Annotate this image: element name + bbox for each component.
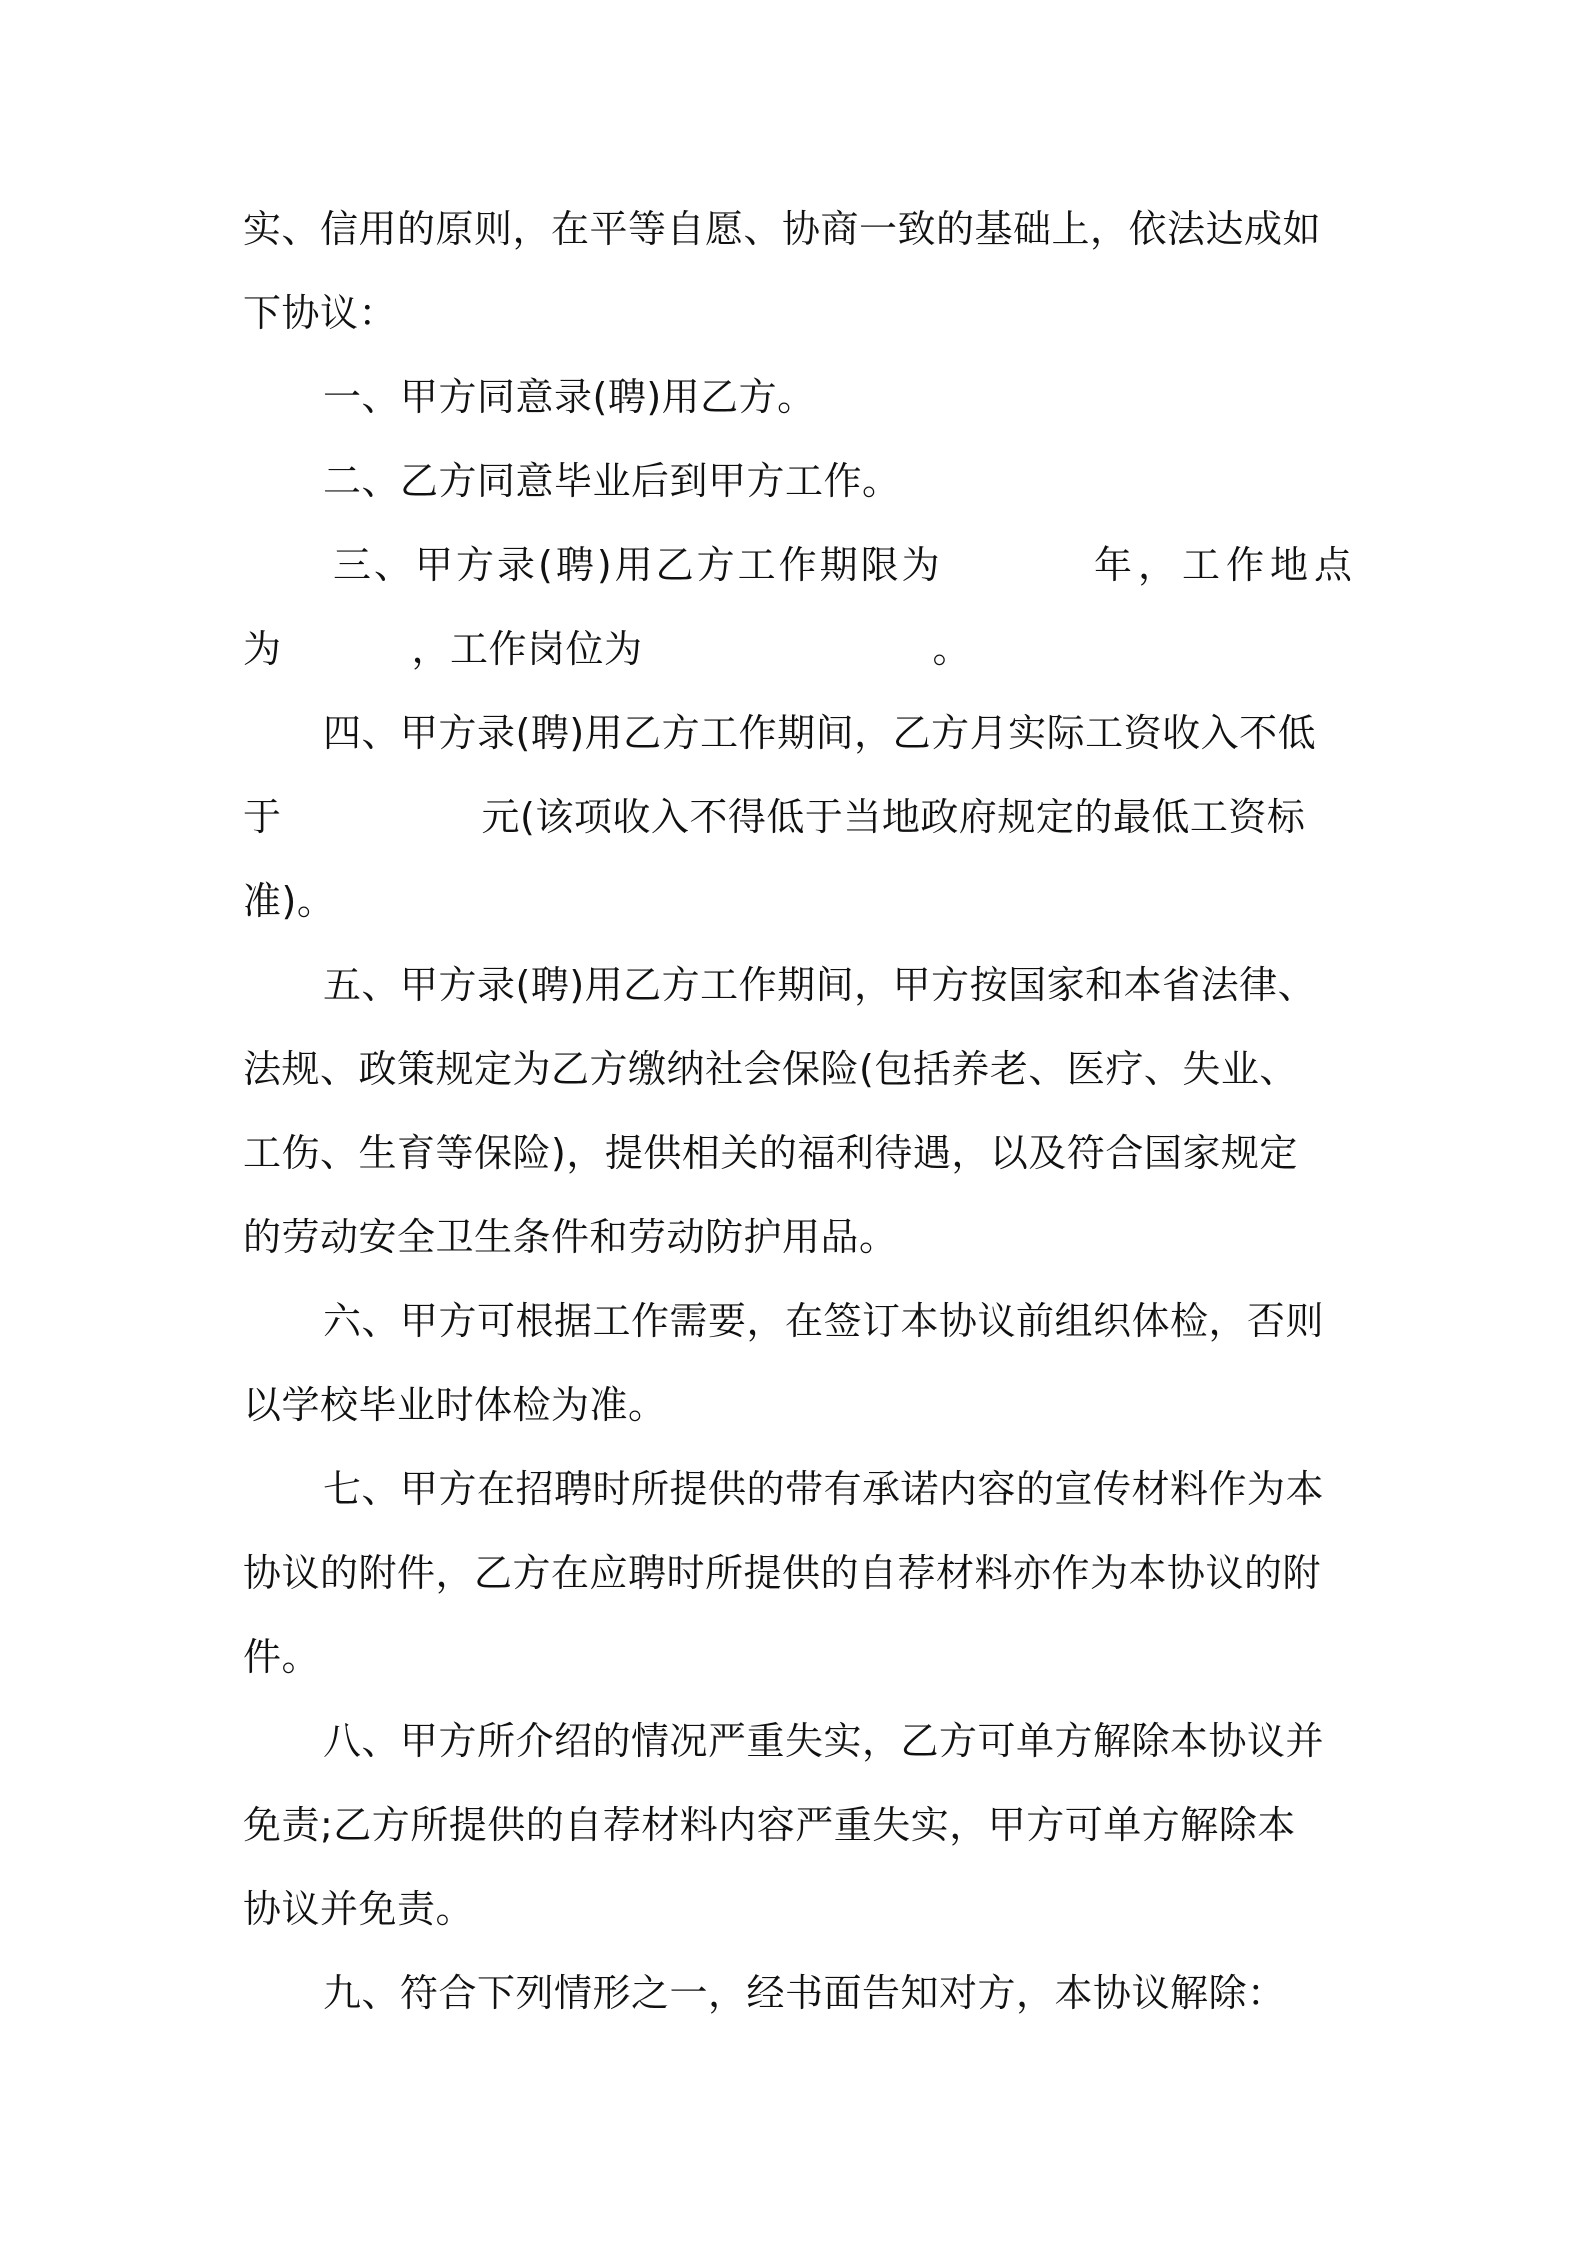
clause-3-position-text: ，工作岗位为 (411, 627, 643, 671)
clause-7-line-2: 协议的附件，乙方在应聘时所提供的自荐材料亦作为本协议的附 (243, 1551, 1322, 1595)
clause-6-line-2: 以学校毕业时体检为准。 (243, 1383, 667, 1427)
clause-3-wei-text: 为 (243, 627, 282, 671)
clause-7-line-1: 七、甲方在招聘时所提供的带有承诺内容的宣传材料作为本 (323, 1467, 1325, 1511)
clause-7-line-3: 件。 (243, 1635, 321, 1679)
clause-9-line-1: 九、符合下列情形之一，经书面告知对方，本协议解除： (323, 1971, 1286, 2015)
clause-4-yu-text: 于 (243, 795, 282, 839)
clause-3-line-2 (243, 607, 1358, 691)
clause-5-line-3: 工伤、生育等保险)，提供相关的福利待遇，以及符合国家规定 (243, 1131, 1298, 1175)
clause-2-line-1: 二、乙方同意毕业后到甲方工作。 (323, 459, 901, 503)
clause-5-line-4: 的劳动安全卫生条件和劳动防护用品。 (243, 1215, 898, 1259)
clause-6-line-1: 六、甲方可根据工作需要，在签订本协议前组织体检，否则 (323, 1299, 1325, 1343)
clause-4-line-1: 四、甲方录(聘)用乙方工作期间，乙方月实际工资收入不低 (323, 711, 1317, 755)
clause-4-line-3: 准)。 (243, 879, 336, 923)
clause-3-term-text: 三、甲方录(聘)用乙方工作期限为 (333, 543, 943, 587)
intro-line-1: 实、信用的原则，在平等自愿、协商一致的基础上，依法达成如 (243, 207, 1322, 251)
clause-8-line-3: 协议并免责。 (243, 1887, 475, 1931)
clause-4-salary-text: 元(该项收入不得低于当地政府规定的最低工资标 (481, 795, 1306, 839)
intro-line-2: 下协议： (243, 291, 398, 335)
clause-3-end-punct: 。 (932, 627, 972, 671)
clause-3-location-text: 年，工作地点 (1093, 543, 1358, 587)
clause-8-line-1: 八、甲方所介绍的情况严重失实，乙方可单方解除本协议并 (323, 1719, 1325, 1763)
clause-3-line-1 (333, 523, 1358, 607)
clause-4-line-2 (243, 775, 1358, 859)
clause-1-line-1: 一、甲方同意录(聘)用乙方。 (323, 375, 816, 419)
clause-8-line-2: 免责;乙方所提供的自荐材料内容严重失实，甲方可单方解除本 (243, 1803, 1296, 1847)
clause-5-line-2: 法规、政策规定为乙方缴纳社会保险(包括养老、医疗、失业、 (243, 1047, 1298, 1091)
clause-5-line-1: 五、甲方录(聘)用乙方工作期间，甲方按国家和本省法律、 (323, 963, 1317, 1007)
